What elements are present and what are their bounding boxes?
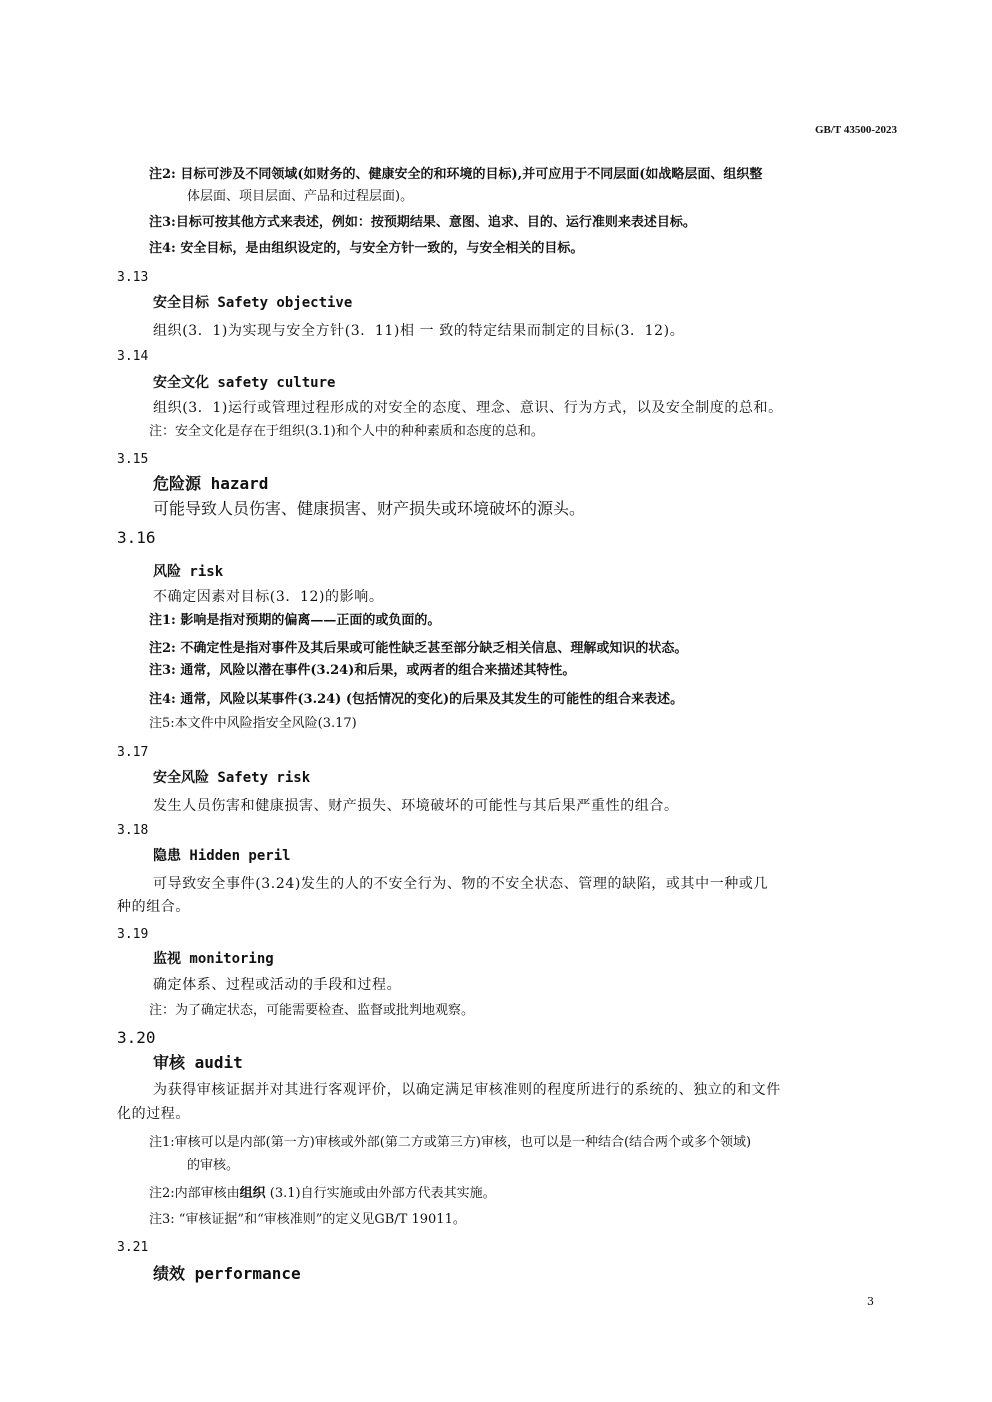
section-number-3-21: 3.21 xyxy=(117,1240,149,1255)
note-4: 注4: 安全目标，是由组织设定的，与安全方针一致的，与安全相关的目标。 xyxy=(149,241,584,256)
section-number-3-19: 3.19 xyxy=(117,927,149,942)
term-3-20: 审核 audit xyxy=(153,1053,243,1072)
definition-3-20-line-1: 为获得审核证据并对其进行客观评价，以确定满足审核准则的程度所进行的系统的、独立的和文件 xyxy=(153,1082,781,1098)
note-3-16-5: 注5:本文件中风险指安全风险(3.17) xyxy=(149,716,357,731)
note-3-20-1-line-1: 注1:审核可以是内部(第一方)审核或外部(第二方或第三方)审核，也可以是一种结合(结合两个或多个领域) xyxy=(149,1135,752,1150)
definition-3-13: 组织(3．1)为实现与安全方针(3．11)相 一 致的特定结果而制定的目标(3．12)。 xyxy=(153,323,685,339)
note-3-20-2-bold-term: 组织 xyxy=(239,1186,266,1201)
term-3-14: 安全文化 safety culture xyxy=(153,375,336,391)
section-number-3-13: 3.13 xyxy=(117,270,149,285)
term-3-17: 安全风险 Safety risk xyxy=(153,770,311,786)
note-3-19: 注：为了确定状态，可能需要检查、监督或批判地观察。 xyxy=(149,1003,475,1018)
note-3-16-2: 注2: 不确定性是指对事件及其后果或可能性缺乏甚至部分缺乏相关信息、理解或知识的状态。 xyxy=(149,641,688,656)
note-3-20-1-line-2: 的审核。 xyxy=(187,1158,240,1173)
note-3-14: 注：安全文化是存在于组织(3.1)和个人中的种种素质和态度的总和。 xyxy=(149,424,544,439)
term-3-16: 风险 risk xyxy=(153,564,224,580)
term-3-19: 监视 monitoring xyxy=(153,951,274,967)
section-number-3-17: 3.17 xyxy=(117,745,149,760)
note-3-16-3: 注3: 通常，风险以潜在事件(3.24)和后果，或两者的组合来描述其特性。 xyxy=(149,663,576,678)
note-3-16-1: 注1: 影响是指对预期的偏离——正面的或负面的。 xyxy=(149,613,441,628)
note-2-line-2: 体层面、项目层面、产品和过程层面)。 xyxy=(187,189,414,204)
section-number-3-16: 3.16 xyxy=(117,528,156,547)
section-number-3-14: 3.14 xyxy=(117,349,149,364)
definition-3-19: 确定体系、过程或活动的手段和过程。 xyxy=(153,977,402,993)
definition-3-15: 可能导致人员伤害、健康损害、财产损失或环境破坏的源头。 xyxy=(153,499,586,518)
section-number-3-18: 3.18 xyxy=(117,823,149,838)
definition-3-20-line-2: 化的过程。 xyxy=(117,1106,190,1122)
definition-3-18-line-2: 种的组合。 xyxy=(117,899,190,915)
term-3-21: 绩效 performance xyxy=(153,1264,301,1283)
page-number: 3 xyxy=(867,1295,874,1308)
definition-3-16: 不确定因素对目标(3．12)的影响。 xyxy=(153,589,384,605)
term-3-15: 危险源 hazard xyxy=(153,474,269,493)
note-3-20-2-suffix: (3.1)自行实施或由外部方代表其实施。 xyxy=(265,1186,496,1201)
section-number-3-15: 3.15 xyxy=(117,452,149,467)
term-3-13: 安全目标 Safety objective xyxy=(153,295,353,311)
note-3-20-2 xyxy=(149,1184,496,1204)
definition-3-14: 组织(3．1)运行或管理过程形成的对安全的态度、理念、意识、行为方式，以及安全制度的总和。 xyxy=(153,400,783,416)
note-3-20-3: 注3: “审核证据”和“审核准则”的定义见GB/T 19011。 xyxy=(149,1212,466,1227)
term-3-18: 隐患 Hidden peril xyxy=(153,848,291,864)
note-3-16-4: 注4: 通常，风险以某事件(3.24) (包括情况的变化)的后果及其发生的可能性的组合来表述。 xyxy=(149,692,684,707)
section-number-3-20: 3.20 xyxy=(117,1028,156,1047)
definition-3-18-line-1: 可导致安全事件(3.24)发生的人的不安全行为、物的不安全状态、管理的缺陷，或其中一种或几 xyxy=(153,876,769,892)
note-2-line-1: 注2: 目标可涉及不同领域(如财务的、健康安全的和环境的目标),并可应用于不同层面(如战略层面、组织整 xyxy=(149,167,763,182)
document-id-header: GB/T 43500-2023 xyxy=(814,124,897,136)
definition-3-17: 发生人员伤害和健康损害、财产损失、环境破坏的可能性与其后果严重性的组合。 xyxy=(153,798,679,814)
note-3: 注3:目标可按其他方式来表述，例如：按预期结果、意图、追求、目的、运行准则来表述目标。 xyxy=(149,215,696,230)
note-3-20-2-prefix: 注2:内部审核由 xyxy=(149,1186,240,1201)
